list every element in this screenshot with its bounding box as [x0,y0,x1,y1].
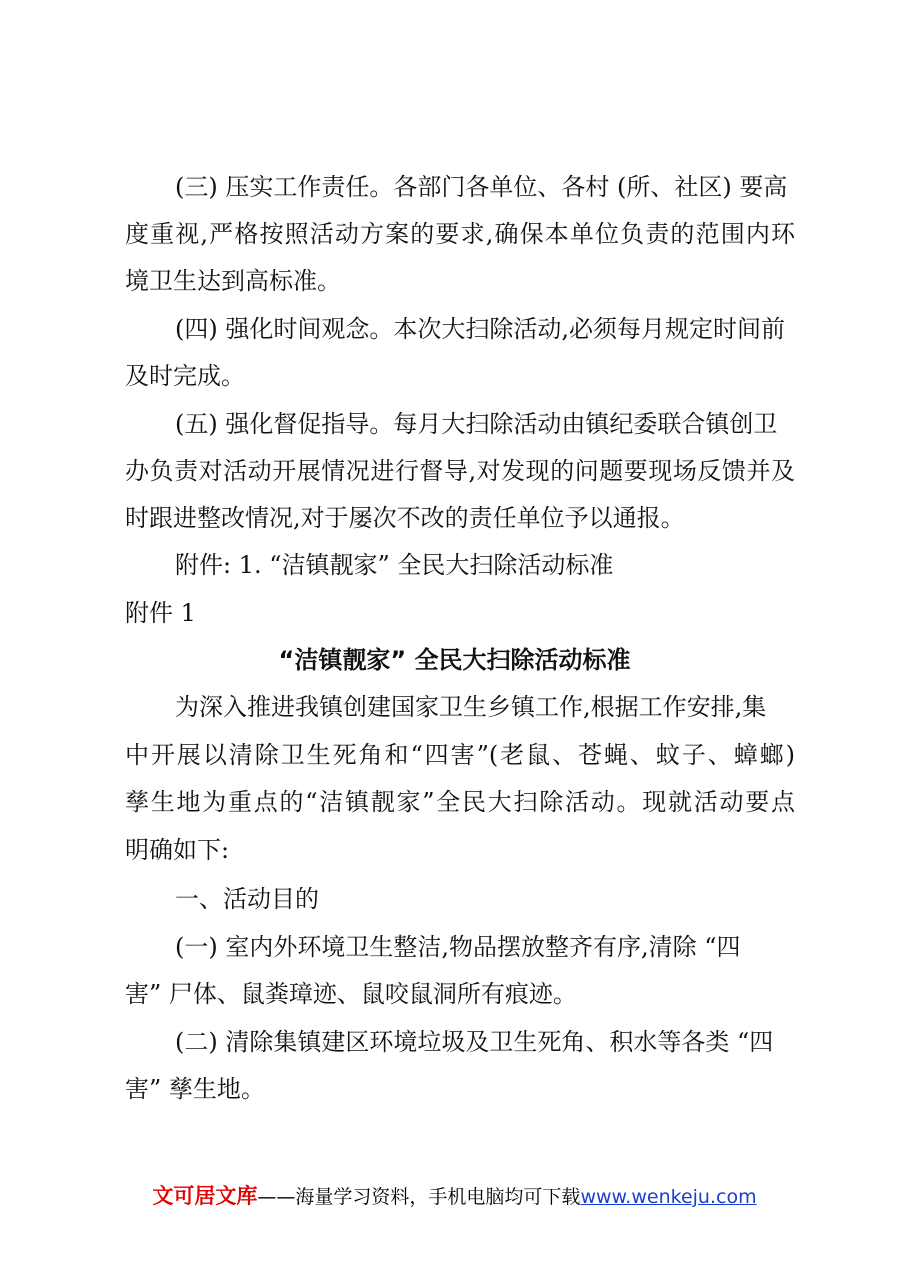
document-title: “洁镇靓家” 全民大扫除活动标准 [278,646,631,674]
attachment-label: 附件 1 [125,599,196,627]
item-2-line-2: 害” 孳生地。 [125,1075,265,1103]
footer-url-link[interactable]: www.wenkeju.com [580,1186,757,1208]
paragraph-3-line-1: (三) 压实工作责任。各部门各单位、各村 (所、社区) 要高 [175,173,788,201]
item-1-line-1: (一) 室内外环境卫生整洁,物品摆放整齐有序,清除 “四 [175,933,741,961]
intro-line-4: 明确如下: [125,836,230,864]
footer-slogan: ——海量学习资料，手机电脑均可下载 [257,1186,581,1208]
paragraph-3-line-3: 境卫生达到高标准。 [125,267,341,295]
attachment-reference: 附件: 1. “洁镇靓家” 全民大扫除活动标准 [175,551,614,579]
item-1-line-2: 害” 尸体、鼠粪璋迹、鼠咬鼠洞所有痕迹。 [125,980,577,1008]
intro-line-3: 孳生地为重点的“洁镇靓家”全民大扫除活动。现就活动要点 [125,788,795,816]
paragraph-4-line-1: (四) 强化时间观念。本次大扫除活动,必须每月规定时间前 [175,315,785,343]
item-2-line-1: (二) 清除集镇建区环境垃圾及卫生死角、积水等各类 “四 [175,1028,774,1056]
intro-line-2: 中开展以清除卫生死角和“四害”(老鼠、苍蝇、蚊子、蟑螂) [125,741,795,769]
section-heading-purpose: 一、活动目的 [175,885,319,913]
paragraph-5-line-2: 办负责对活动开展情况进行督导,对发现的问题要现场反馈并及 [125,457,795,485]
footer-brand: 文可居文库 [152,1184,258,1208]
intro-line-1: 为深入推进我镇创建国家卫生乡镇工作,根据工作安排,集 [175,693,767,721]
paragraph-5-line-3: 时跟进整改情况,对于屡次不改的责任单位予以通报。 [125,504,685,532]
paragraph-3-line-2: 度重视,严格按照活动方案的要求,确保本单位负责的范围内环 [125,220,795,248]
paragraph-4-line-2: 及时完成。 [125,362,245,390]
footer-banner [0,1182,909,1211]
paragraph-5-line-1: (五) 强化督促指导。每月大扫除活动由镇纪委联合镇创卫 [175,410,778,438]
